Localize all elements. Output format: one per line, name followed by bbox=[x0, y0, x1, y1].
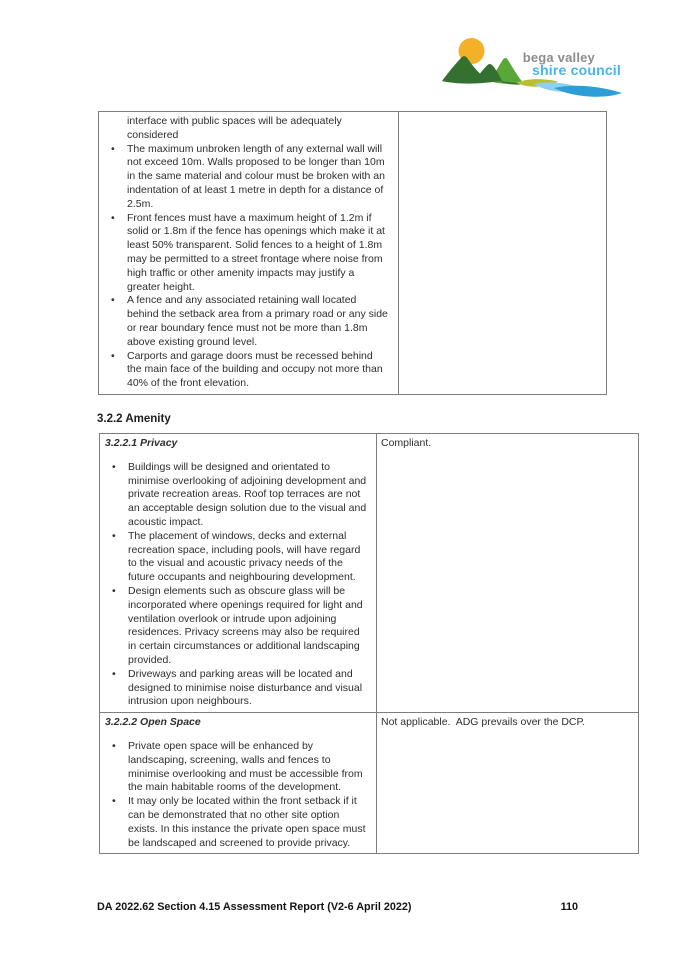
council-logo-graphic bbox=[440, 33, 630, 103]
list-item: • Driveways and parking areas will be located and designed to minimise noise disturbance and visual intrusion upon neighbours. bbox=[128, 668, 368, 709]
list-item: • Front fences must have a maximum height of 1.2m if solid or 1.8m if the fence has openings which make it at least 50% transparent. Solid fences to a height of 1.8m may be permitted to a street frontage where noise from high traffic or other amenity impacts may justify a greater height. bbox=[127, 212, 390, 295]
subsection-heading-open-space: 3.2.2.2 Open Space bbox=[105, 716, 201, 729]
table-row bbox=[99, 112, 607, 395]
privacy-controls-cell bbox=[100, 434, 377, 713]
list-item: • A fence and any associated retaining wall located behind the setback area from a primary road or any side or rear boundary fence must not be more than 1.8m above existing ground level. bbox=[127, 294, 390, 349]
list-item: • Private open space will be enhanced by landscaping, screening, walls and fences to minimise overlooking and must be accessible from the main habitable rooms of the development. bbox=[128, 740, 368, 795]
list-item: • The maximum unbroken length of any external wall will not exceed 10m. Walls proposed to be longer than 10m in the same material and colour must be broken with an indentation of at least 1 metre in depth for a distance of 2.5m. bbox=[127, 143, 390, 212]
council-logo bbox=[440, 33, 630, 103]
privacy-assessment-cell: Compliant. bbox=[377, 434, 639, 713]
footer-page-number: 110 bbox=[560, 901, 578, 913]
table-row-privacy bbox=[100, 434, 639, 713]
assessment-cell-empty bbox=[399, 112, 607, 395]
dcp-controls-continuation-table bbox=[98, 111, 607, 395]
amenity-table bbox=[99, 433, 639, 854]
table-row-open-space bbox=[100, 713, 639, 854]
list-item: • Carports and garage doors must be recessed behind the main face of the building and occupy not more than 40% of the front elevation. bbox=[127, 350, 390, 391]
subsection-heading-privacy: 3.2.2.1 Privacy bbox=[105, 437, 178, 449]
open-space-controls-cell bbox=[100, 713, 377, 854]
section-heading: 3.2.2 Amenity bbox=[97, 413, 171, 425]
continuation-text: interface with public spaces will be adequately considered bbox=[127, 115, 342, 141]
list-item: • It may only be located within the front setback if it can be demonstrated that no other site option exists. In this instance the private open space must be landscaped and screened to provide privacy. bbox=[128, 795, 368, 850]
logo-text-line1: bega valley bbox=[522, 50, 595, 65]
open-space-assessment-cell: Not applicable. ADG prevails over the DCP. bbox=[377, 713, 639, 854]
logo-text-line2: shire council bbox=[532, 62, 621, 78]
open-space-bullet-list bbox=[104, 740, 368, 850]
mid-blue-leaf-icon bbox=[554, 86, 622, 97]
footer-document-title: DA 2022.62 Section 4.15 Assessment Report (V2-6 April 2022) bbox=[97, 901, 412, 913]
controls-bullet-list bbox=[103, 143, 390, 391]
privacy-bullet-list bbox=[104, 461, 368, 709]
controls-cell bbox=[99, 112, 399, 395]
list-item: • Buildings will be designed and orientated to minimise overlooking of adjoining development and private recreation areas. Roof top terraces are not an acceptable design solution due to the visual and acoustic impact. bbox=[128, 461, 368, 530]
page-footer bbox=[97, 901, 578, 913]
list-item: • Design elements such as obscure glass will be incorporated where openings required for light and ventilation overlook or intrude upon adjoining residences. Privacy screens may also be required in certain circumstances or additional landscaping provided. bbox=[128, 585, 368, 668]
list-item: • The placement of windows, decks and external recreation space, including pools, will have regard to the visual and acoustic privacy needs of the future occupants and neighbouring development. bbox=[128, 530, 368, 585]
